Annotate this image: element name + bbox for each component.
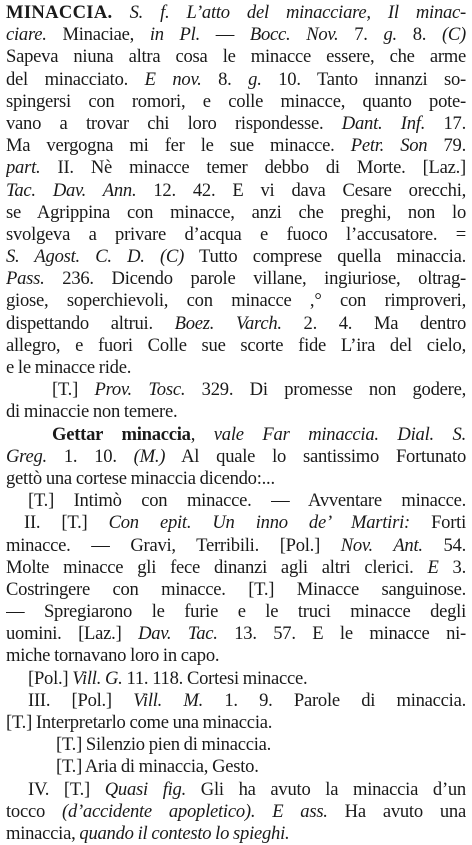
text-segment: Sapeva niuna altra cosa le minacce essere, che arme <box>6 46 466 68</box>
italic-text: g. <box>248 68 262 90</box>
entry-line <box>6 490 466 512</box>
italic-text: (d’accidente apopletico). <box>62 800 256 822</box>
entry-line <box>6 91 466 113</box>
italic-text: Bocc. Nov. <box>249 24 339 46</box>
entry-line <box>6 113 466 135</box>
text-segment: 13. 57. E le minacce ni- <box>217 623 466 645</box>
text-segment: Gli ha avuto la minaccia d’un <box>185 778 466 800</box>
text-segment: Minaciae, <box>46 24 150 46</box>
italic-text: Con epit. Un inno de’ Martiri: <box>108 512 410 534</box>
entry-line <box>6 2 466 24</box>
text-segment: allegro, e fuori Colle sue scorte fide L’ira del cielo, <box>6 334 466 356</box>
italic-text: Nov. Ant. <box>340 534 423 556</box>
text-segment: II. [T.] <box>24 512 109 534</box>
text-segment: dispettando altrui. <box>6 312 175 334</box>
entry-line <box>6 668 466 690</box>
text-segment: minacce. — Gravi, Terribili. [Pol.] <box>6 534 341 556</box>
text-segment: 3. <box>438 556 466 578</box>
text-segment: [T.] Intimò con minacce. — Avventare minacce. <box>28 490 466 512</box>
italic-text: Petr. Son <box>350 135 428 157</box>
text-segment: 7. <box>338 24 384 46</box>
italic-text: Dant. Inf. <box>341 112 426 134</box>
text-segment: Ma vergogna mi fer le sue minacce. <box>6 135 351 157</box>
headword: MINACCIA. <box>6 2 113 23</box>
text-segment: Forti <box>409 512 466 534</box>
text-segment: 8. <box>396 24 442 46</box>
text-segment: II. Nè minacce temer debbo di Morte. [Laz.] <box>40 157 466 179</box>
italic-text: Boez. Varch. <box>174 312 282 334</box>
italic-text: (C) <box>441 24 466 46</box>
text-segment: [Pol.] <box>28 667 73 689</box>
italic-text: Prov. Tosc. <box>94 379 186 401</box>
text-segment: — <box>199 24 250 46</box>
text-segment: 11. 118. Cortesi minacce. <box>122 667 308 689</box>
entry-line <box>6 801 466 823</box>
italic-text: part. <box>6 157 41 179</box>
entry-line <box>6 623 466 645</box>
entry-line <box>6 446 466 468</box>
entry-line <box>6 779 466 801</box>
italic-text: vale Far minaccia. Dial. S. <box>213 423 466 445</box>
text-segment: tocco <box>6 800 62 822</box>
entry-line <box>6 712 466 734</box>
italic-text: Greg. <box>6 445 47 467</box>
text-segment: Tutto comprese quella minaccia. <box>184 246 466 268</box>
text-segment: Ha avuto una <box>327 800 466 822</box>
entry-line <box>6 24 466 46</box>
text-segment: 17. <box>425 112 466 134</box>
italic-text: S. Agost. C. D. <box>6 246 145 268</box>
entry-line <box>6 246 466 268</box>
text-segment: , <box>190 423 214 445</box>
entry-line <box>6 557 466 579</box>
text-segment: 54. <box>422 534 466 556</box>
entry-line <box>6 512 466 534</box>
text-segment: 2. 4. Ma dentro <box>281 312 466 334</box>
italic-text: in Pl. <box>149 24 200 46</box>
entry-line <box>6 823 466 845</box>
entry-line <box>6 401 466 423</box>
text-segment: di minaccie non temere. <box>6 401 178 423</box>
text-segment: [T.] <box>52 379 95 401</box>
text-segment <box>113 2 130 23</box>
text-segment: 1. 9. Parole di minaccia. <box>203 689 466 711</box>
italic-text: (C) <box>159 246 185 268</box>
text-segment: Molte minacce gli fece dinanzi agli altri clerici. <box>6 556 428 578</box>
text-segment <box>145 246 160 267</box>
text-segment: Costringere con minacce. [T.] Minacce sanguinose. <box>6 578 466 600</box>
italic-text: ciare. <box>6 24 47 46</box>
entry-line <box>6 69 466 91</box>
entry-line <box>6 268 466 290</box>
text-segment: spingersi con romori, e colle minacce, quanto pote- <box>6 90 466 112</box>
italic-text: E ass. <box>272 800 328 822</box>
italic-text: E nov. <box>144 68 202 90</box>
text-segment: svolgeva a privare d’acqua e fuoco l’accusatore. = <box>6 223 466 245</box>
entry-line <box>6 290 466 312</box>
text-segment: vano a trovar chi loro rispondesse. <box>6 112 342 134</box>
text-segment: [T.] Aria di minaccia, Gesto. <box>56 756 259 778</box>
italic-text: Vill. G. <box>72 667 123 689</box>
text-segment: [T.] Interpretarlo come una minaccia. <box>6 712 273 733</box>
text-segment: 12. 42. E vi dava Cesare orecchi, <box>136 179 466 201</box>
entry-line <box>6 46 466 68</box>
entry-line <box>6 734 466 756</box>
text-segment: minaccia, <box>6 822 80 844</box>
italic-text: Quasi fig. <box>104 778 186 800</box>
text-segment: gettò una cortese minaccia dicendo:... <box>6 467 275 489</box>
text-segment: 236. Dicendo parole villane, ingiuriose, oltrag- <box>44 268 466 290</box>
italic-text: Pass. <box>6 268 45 290</box>
entry-line <box>6 313 466 335</box>
text-segment: Al quale lo santissimo Fortunato <box>165 445 466 467</box>
italic-text: S. f. L’atto del minacciare, Il minac- <box>129 2 466 23</box>
text-segment: 1. 10. <box>46 445 134 467</box>
text-segment: giose, soperchievoli, con minacce ,° con rimproveri, <box>6 290 466 312</box>
italic-text: (M.) <box>133 445 166 467</box>
entry-line <box>6 601 466 623</box>
entry-line <box>6 202 466 224</box>
entry-line <box>6 157 466 179</box>
entry-line <box>6 135 466 157</box>
italic-text: quando il contesto lo spieghi. <box>79 822 290 844</box>
text-segment: uomini. [Laz.] <box>6 623 139 645</box>
entry-line <box>6 756 466 778</box>
text-segment: e le minacce ride. <box>6 357 132 378</box>
text-segment: miche tornavano loro in capo. <box>6 645 220 667</box>
italic-text: E <box>427 556 439 578</box>
text-segment: 329. Di promesse non godere, <box>185 379 466 401</box>
italic-text: Tac. Dav. Ann. <box>6 179 137 201</box>
bold-phrase: Gettar minaccia <box>52 423 191 445</box>
entry-line <box>6 357 466 379</box>
entry-line <box>6 535 466 557</box>
entry-line <box>6 180 466 202</box>
entry-line <box>6 468 466 490</box>
text-segment: se Agrippina con minacce, anzi che preghi, non lo <box>6 201 466 223</box>
text-segment <box>255 801 272 822</box>
text-segment: — Spregiarono le furie e le truci minacce degli <box>6 601 466 623</box>
entry-line <box>6 645 466 667</box>
text-segment: III. [Pol.] <box>28 689 134 711</box>
entry-line <box>6 335 466 357</box>
text-segment: IV. [T.] <box>28 778 105 800</box>
entry-line <box>6 690 466 712</box>
entry-line <box>6 379 466 401</box>
text-segment: [T.] Silenzio pien di minaccia. <box>56 734 272 756</box>
italic-text: Vill. M. <box>133 689 204 711</box>
text-segment: del minacciato. <box>6 68 145 90</box>
entry-line <box>6 579 466 601</box>
italic-text: g. <box>383 24 397 46</box>
text-segment: 79. <box>427 135 466 157</box>
italic-text: Dav. Tac. <box>138 623 218 645</box>
entry-line <box>6 424 466 446</box>
text-segment: 8. <box>201 68 249 90</box>
text-segment: 10. Tanto innanzi so- <box>261 68 466 90</box>
entry-line <box>6 224 466 246</box>
